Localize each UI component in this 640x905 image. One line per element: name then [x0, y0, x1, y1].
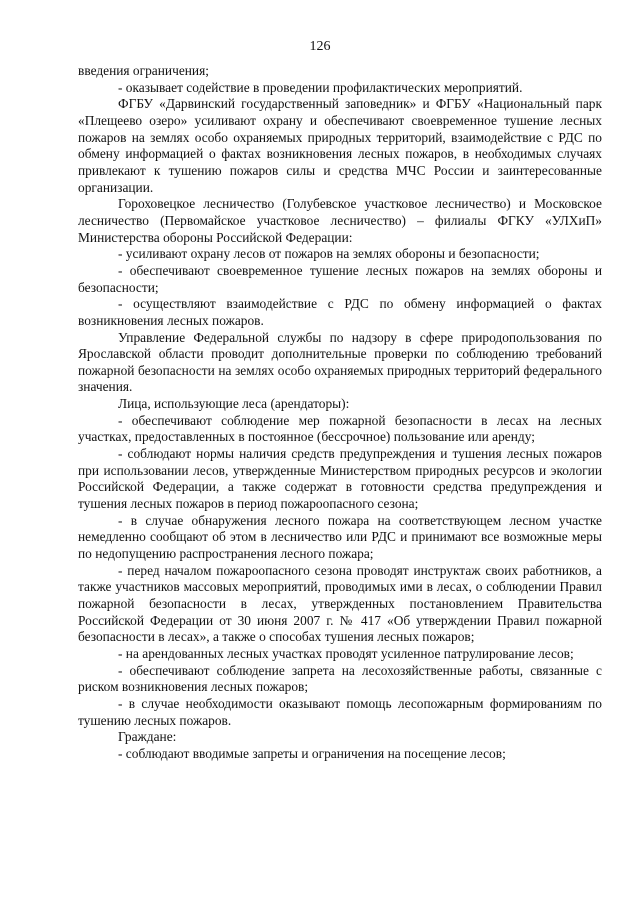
- document-body: [78, 63, 602, 763]
- list-item: - в случае необходимости оказывают помощь лесопожарным формированиям по тушению лесных пожаров.: [78, 695, 602, 728]
- section-heading: Лица, использующие леса (арендаторы):: [118, 396, 350, 412]
- list-item: - обеспечивают своевременное тушение лесных пожаров на землях обороны и безопасности;: [78, 262, 602, 295]
- paragraph: Гороховецкое лесничество (Голубевское участковое лесничество) и Московское лесничество (Первомайское участковое лесничество) – филиалы ФГКУ «УЛХиП» Министерства обороны Российской Федерации:: [78, 196, 602, 245]
- paragraph: ФГБУ «Дарвинский государственный заповедник» и ФГБУ «Национальный парк «Плещеево озеро» усиливают охрану и обеспечивают своевременное тушение лесных пожаров на землях особо охраняемых природных территорий, взаимодействие с РДС по обмену информацией о фактах возникновения лесных пожаров, в необходимых случаях привлекают к тушению пожаров силы и средства МЧС России и заинтересованные организации.: [78, 96, 602, 195]
- page-number: 126: [309, 39, 331, 54]
- paragraph: введения ограничения;: [78, 63, 209, 78]
- list-item: - обеспечивают соблюдение запрета на лесохозяйственные работы, связанные с риском возникновения лесных пожаров;: [78, 662, 602, 695]
- list-item: - осуществляют взаимодействие с РДС по обмену информацией о фактах возникновения лесных пожаров.: [78, 296, 602, 328]
- paragraph: Управление Федеральной службы по надзору в сфере природопользования по Ярославской области проводит дополнительные проверки по соблюдению требований пожарной безопасности на землях особо охраняемых природных территорий федерального значения.: [78, 329, 602, 395]
- list-item: - в случае обнаружения лесного пожара на соответствующем лесном участке немедленно сообщают об этом в лесничество или РДС и принимают все возможные меры по недопущению распространения лесного пожара;: [78, 512, 602, 562]
- list-item: - на арендованных лесных участках проводят усиленное патрулирование лесов;: [118, 645, 574, 661]
- list-item: - соблюдают нормы наличия средств предупреждения и тушения лесных пожаров при использовании лесов, утвержденные Министерством природных ресурсов и экологии Российской Федерации, а также содержат в готовности средства предупреждения и тушения лесных пожаров в период пожароопасного сезона;: [78, 446, 602, 512]
- paragraph: - оказывает содействие в проведении профилактических мероприятий.: [118, 79, 523, 95]
- list-item: - усиливают охрану лесов от пожаров на землях обороны и безопасности;: [118, 246, 540, 262]
- list-item: - соблюдают вводимые запреты и ограничения на посещение лесов;: [118, 745, 506, 761]
- list-item: - перед началом пожароопасного сезона проводят инструктаж своих работников, а также участников массовых мероприятий, проводимых ими в лесах, о соблюдении Правил пожарной безопасности в лесах, утвержденных постановлением Правительства Российской Федерации от 30 июня 2007 г. № 417 «Об утверждении Правил пожарной безопасности в лесах», а также о способах тушения лесных пожаров;: [78, 562, 602, 645]
- section-heading: Граждане:: [118, 729, 177, 745]
- list-item: - обеспечивают соблюдение мер пожарной безопасности в лесах на лесных участках, предоставленных в постоянное (бессрочное) пользование или аренду;: [78, 412, 602, 445]
